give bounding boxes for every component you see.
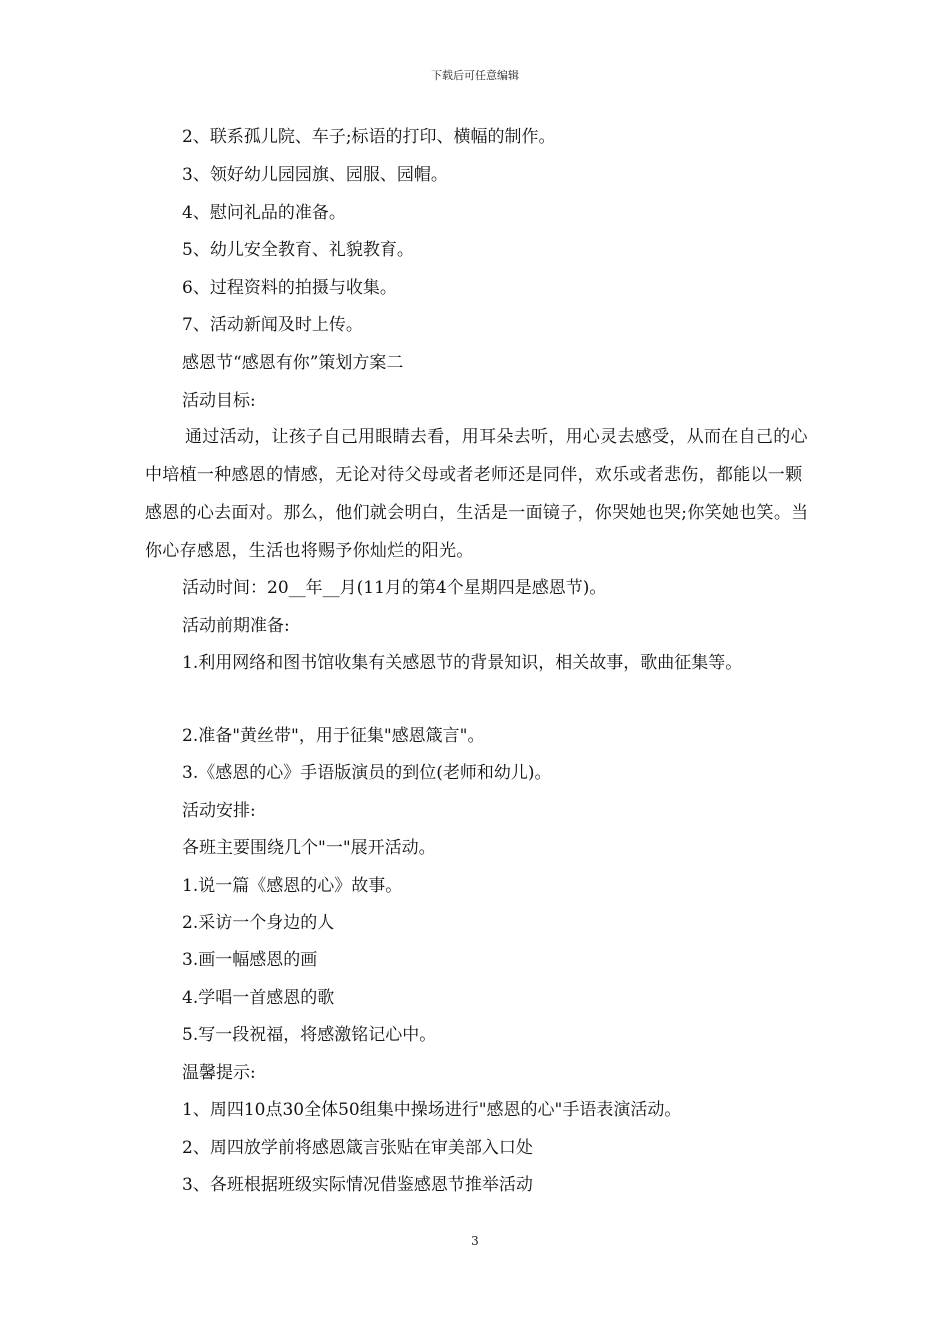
info-line: 活动时间：20__年__月(11月的第4个星期四是感恩节)。 — [182, 578, 607, 598]
section-heading: 温馨提示: — [182, 1063, 256, 1083]
section-heading: 活动安排: — [182, 801, 256, 821]
info-line: 各班主要围绕几个"一"展开活动。 — [182, 838, 436, 858]
list-item: 6、过程资料的拍摄与收集。 — [182, 278, 397, 298]
body-paragraph: 通过活动，让孩子自己用眼睛去看，用耳朵去听，用心灵去感受，从而在自己的心中培植一种感恩的情感，无论对待父母或者老师还是同伴，欢乐或者悲伤，都能以一颗感恩的心去面对。那么，他们就会明白，生活是一面镜子，你哭她也哭;你笑她也笑。当你心存感恩，生活也将赐予你灿烂的阳光。 — [145, 427, 809, 561]
list-item: 3、领好幼儿园园旗、园服、园帽。 — [182, 165, 448, 185]
list-item: 2.采访一个身边的人 — [182, 913, 335, 933]
list-item: 3.画一幅感恩的画 — [182, 950, 318, 970]
list-item: 5、幼儿安全教育、礼貌教育。 — [182, 240, 414, 260]
list-item: 2、联系孤儿院、车子;标语的打印、横幅的制作。 — [182, 127, 556, 147]
list-item: 1、周四10点30全体50组集中操场进行"感恩的心"手语表演活动。 — [182, 1100, 682, 1120]
list-item: 5.写一段祝福，将感激铭记心中。 — [182, 1025, 437, 1045]
list-item: 7、活动新闻及时上传。 — [182, 315, 363, 335]
header-note: 下载后可任意编辑 — [431, 69, 519, 82]
list-item: 4.学唱一首感恩的歌 — [182, 988, 335, 1008]
list-item: 2.准备"黄丝带"，用于征集"感恩箴言"。 — [182, 726, 485, 746]
page-number: 3 — [471, 1234, 479, 1248]
list-item: 3.《感恩的心》手语版演员的到位(老师和幼儿)。 — [182, 763, 552, 783]
list-item: 1.利用网络和图书馆收集有关感恩节的背景知识，相关故事，歌曲征集等。 — [182, 653, 743, 673]
list-item: 1.说一篇《感恩的心》故事。 — [182, 876, 403, 896]
section-heading: 活动前期准备: — [182, 616, 290, 636]
list-item: 3、各班根据班级实际情况借鉴感恩节推举活动 — [182, 1175, 533, 1195]
list-item: 2、周四放学前将感恩箴言张贴在审美部入口处 — [182, 1138, 533, 1158]
section-heading: 活动目标: — [182, 391, 256, 411]
section-title: 感恩节“感恩有你”策划方案二 — [182, 353, 404, 373]
list-item: 4、慰问礼品的准备。 — [182, 203, 346, 223]
